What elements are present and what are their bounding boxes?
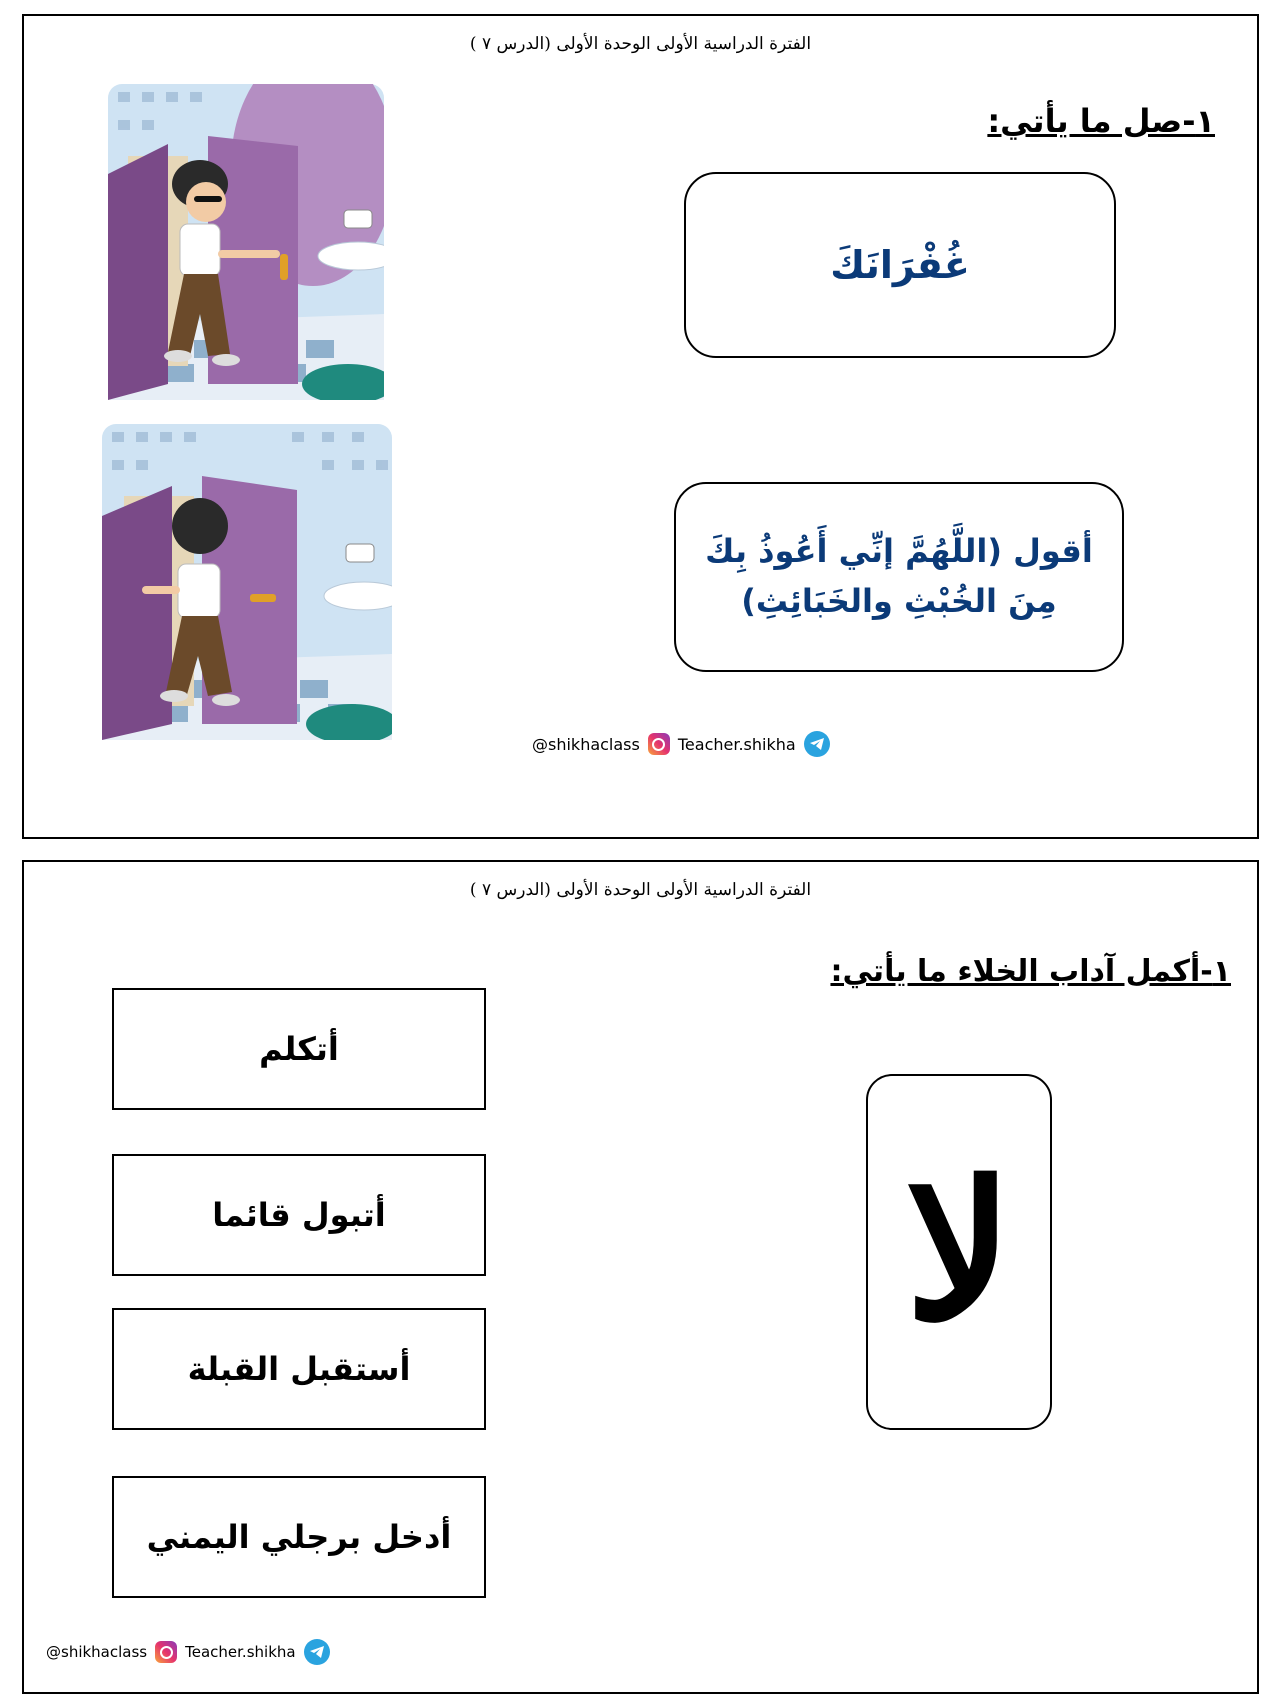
option-box-4[interactable]: أدخل برجلي اليمني <box>112 1476 486 1598</box>
footer-credits <box>46 1639 330 1665</box>
no-card-label: لا <box>904 1140 1014 1363</box>
option-box-2[interactable]: أتبول قائما <box>112 1154 486 1276</box>
footer-instagram: Teacher.shikha <box>185 1643 296 1661</box>
footer-credits <box>532 731 830 757</box>
footer-handle: @shikhaclass <box>532 734 640 754</box>
page-header: الفترة الدراسية الأولى الوحدة الأولى (الدرس ٧ ) <box>469 34 812 54</box>
footer-instagram: Teacher.shikha <box>677 734 796 754</box>
answer-card-dua[interactable]: أقول (اللَّهُمَّ إنِّي أَعُوذُ بِكَ مِنَ الخُبْثِ والخَبَائِثِ) <box>674 482 1124 672</box>
option-box-1[interactable]: أتكلم <box>112 988 486 1110</box>
page-header: الفترة الدراسية الأولى الوحدة الأولى (الدرس ٧ ) <box>469 880 812 900</box>
option-box-3[interactable]: أستقبل القبلة <box>112 1308 486 1430</box>
telegram-icon <box>304 1639 330 1665</box>
worksheet-page-1 <box>22 14 1259 839</box>
answer-card-ghufranak[interactable]: غُفْرَانَكَ <box>684 172 1116 358</box>
instagram-icon <box>155 1641 177 1663</box>
question-title: ١-أكمل آداب الخلاء ما يأتي: <box>830 954 1231 989</box>
instagram-icon <box>648 733 670 755</box>
telegram-icon <box>804 731 830 757</box>
boy-exiting-bathroom-illustration[interactable] <box>108 84 384 400</box>
worksheet-page-2 <box>22 860 1259 1694</box>
no-card[interactable] <box>866 1074 1052 1430</box>
footer-handle: @shikhaclass <box>46 1643 148 1661</box>
boy-entering-bathroom-illustration[interactable] <box>102 424 392 740</box>
question-title: ١-صل ما يأتي: <box>987 102 1215 140</box>
